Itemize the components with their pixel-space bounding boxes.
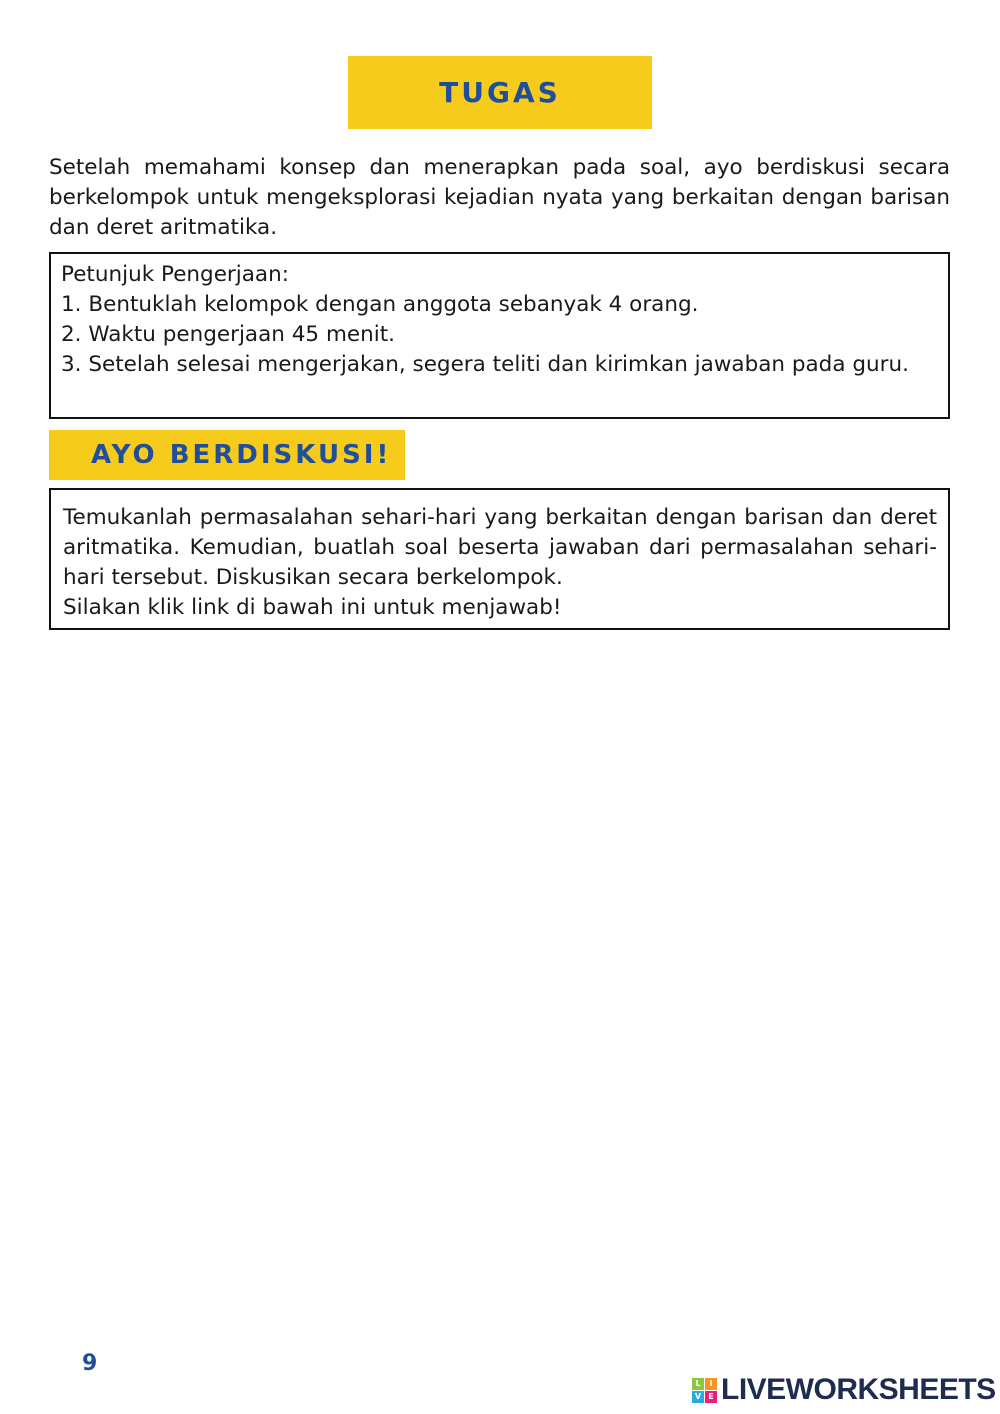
petunjuk-item-1: 1. Bentuklah kelompok dengan anggota sebanyak 4 orang. — [61, 292, 699, 317]
petunjuk-item-2: 2. Waktu pengerjaan 45 menit. — [61, 322, 395, 347]
page-number: 9 — [82, 1351, 98, 1376]
ayo-berdiskusi-title: AYO BERDISKUSI! — [91, 440, 392, 470]
logo-letter-e: E — [705, 1391, 717, 1403]
logo-grid-icon — [692, 1378, 717, 1403]
liveworksheets-logo — [692, 1372, 996, 1408]
logo-letter-l: L — [692, 1378, 704, 1390]
diskusi-text: Temukanlah permasalahan sehari-hari yang berkaitan dengan barisan dan deret aritmatika. Kemudian, buatlah soal beserta jawaban dari permasalahan sehari-hari tersebut. Diskusikan secara berkelompok. — [63, 505, 937, 590]
tugas-title: TUGAS — [439, 76, 561, 109]
logo-letter-i: I — [705, 1378, 717, 1390]
intro-paragraph: Setelah memahami konsep dan menerapkan pada soal, ayo berdiskusi secara berkelompok untuk mengeksplorasi kejadian nyata yang berkaitan dengan barisan dan deret aritmatika. — [49, 155, 950, 240]
tugas-banner — [348, 56, 652, 129]
petunjuk-item-3: 3. Setelah selesai mengerjakan, segera teliti dan kirimkan jawaban pada guru. — [61, 352, 909, 377]
petunjuk-box — [49, 252, 950, 419]
diskusi-box — [49, 488, 950, 630]
diskusi-instruction: Silakan klik link di bawah ini untuk menjawab! — [63, 595, 562, 620]
petunjuk-heading: Petunjuk Pengerjaan: — [61, 262, 289, 287]
ayo-berdiskusi-banner — [49, 430, 405, 480]
logo-letter-v: V — [692, 1391, 704, 1403]
logo-text: LIVEWORKSHEETS — [721, 1373, 996, 1406]
